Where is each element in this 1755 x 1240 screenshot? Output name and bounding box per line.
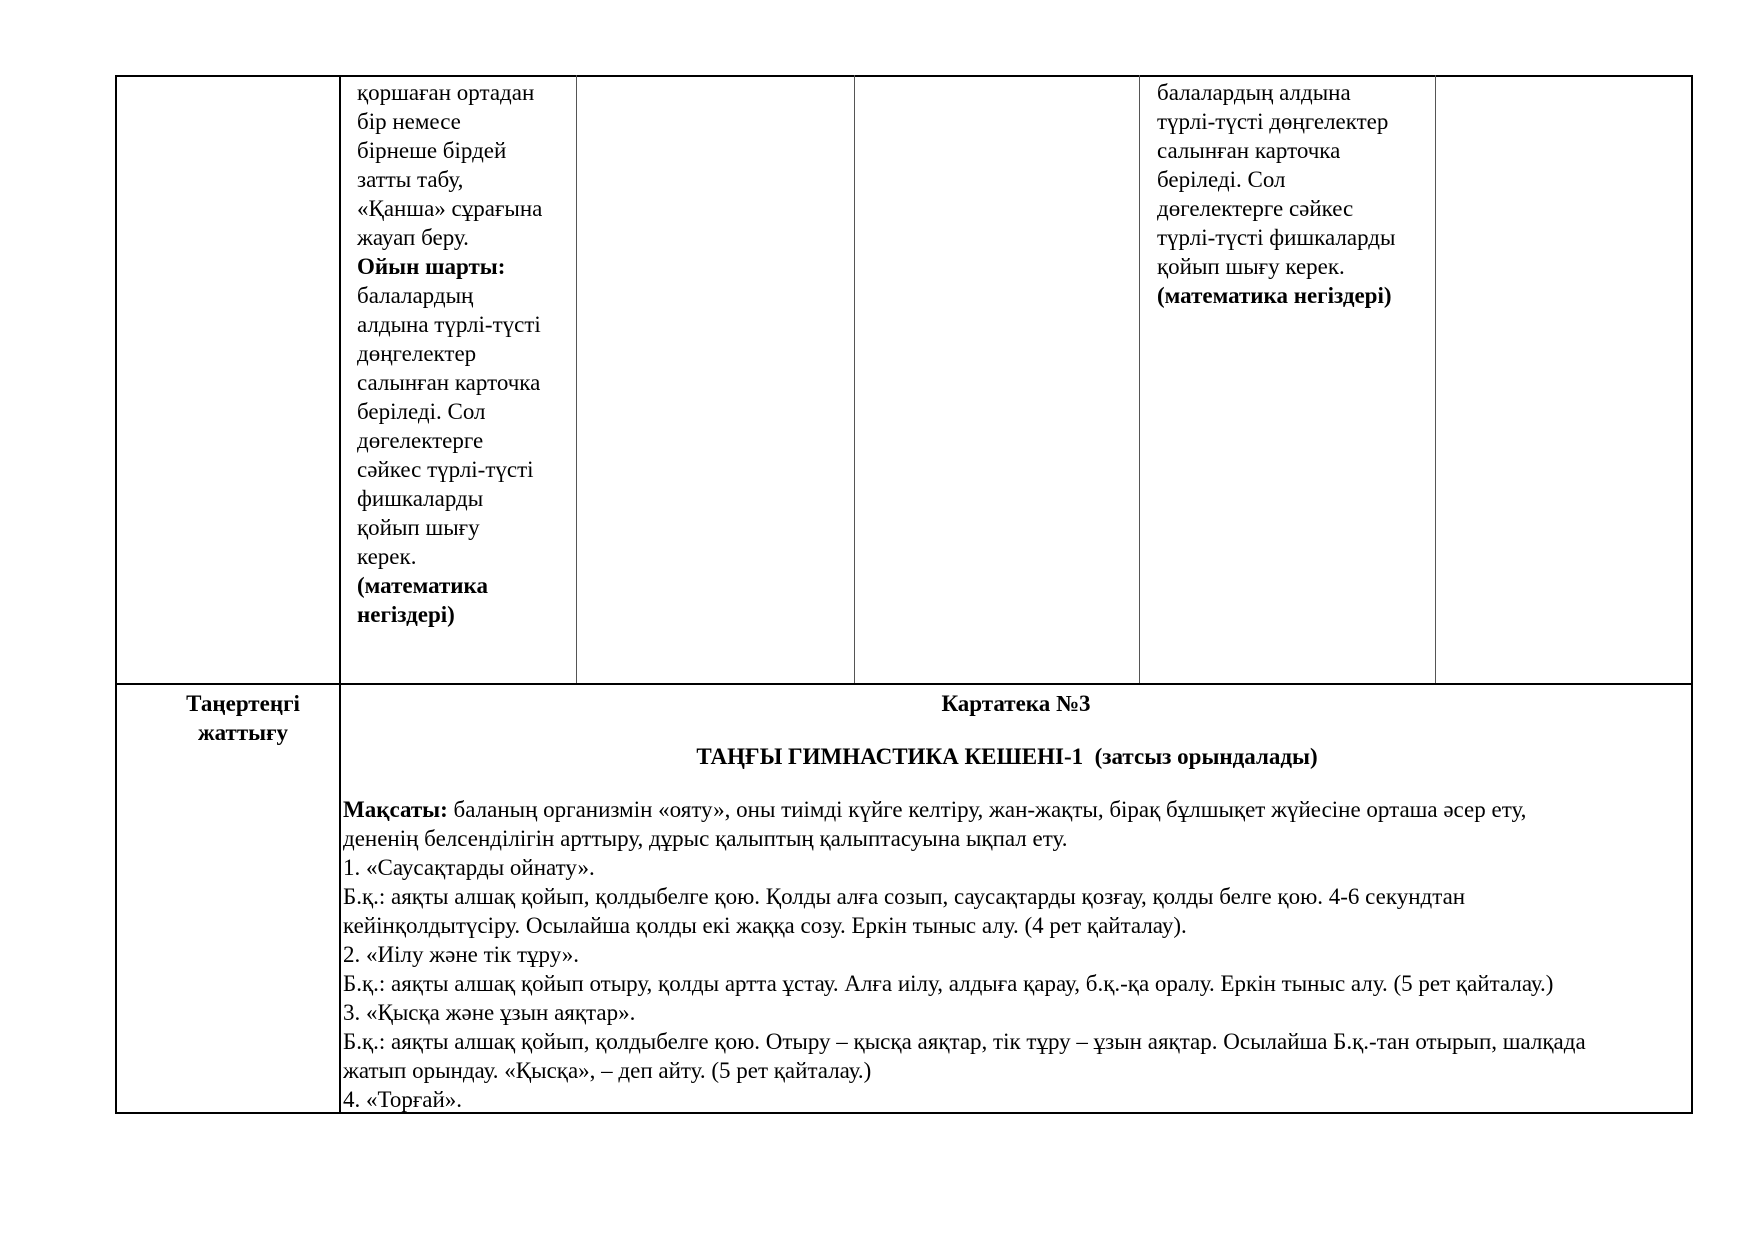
description-line: қойып шығу керек. xyxy=(1157,254,1345,279)
description-line: түрлі-түсті дөңгелектер xyxy=(1157,109,1389,134)
label-line: жаттығу xyxy=(197,720,289,745)
complex-title: ТАҢҒЫ ГИМНАСТИКА КЕШЕНІ-1 (затсыз орындалады) xyxy=(696,744,1318,769)
exercise-line: кейінқолдытүсіру. Осылайша қолды екі жаққа созу. Еркін тыныс алу. (4 рет қайталау). xyxy=(343,913,1187,938)
description-line: беріледі. Сол xyxy=(1157,167,1286,192)
card-title: Картатека №3 xyxy=(941,691,1091,716)
description-line: балалардың алдына xyxy=(1157,80,1351,105)
exercise-line: 4. «Торғай». xyxy=(343,1087,463,1112)
exercise-line: Б.қ.: аяқты алшақ қойып отыру, қолды артта ұстау. Алға иілу, алдыға қарау, б.қ.-қа оралу. Еркін тыныс алу. (5 рет қайталау.) xyxy=(343,971,1554,996)
rules-line: беріледі. Сол xyxy=(357,399,486,424)
morning-exercise-label xyxy=(125,689,361,747)
exercise-line: 3. «Қысқа және ұзын аяқтар». xyxy=(343,1000,636,1025)
game-rules-title: Ойын шарты: xyxy=(357,254,506,279)
rules-line: фишкаларды xyxy=(357,486,484,511)
intro-line: қоршаған ортадан xyxy=(357,80,535,105)
col-divider-4 xyxy=(1139,75,1140,683)
exercise-line: Б.қ.: аяқты алшақ қойып, қолдыбелге қою. Қолды алға созып, саусақтарды қозғау, қолды белге қою. 4-6 секундтан xyxy=(343,884,1466,909)
intro-line: «Қанша» сұрағына xyxy=(357,196,543,221)
rules-line: керек. xyxy=(357,544,417,569)
exercise-line: Б.қ.: аяқты алшақ қойып, қолдыбелге қою. Отыру – қысқа аяқтар, тік тұру – ұзын аяқтар. Осылайша Б.қ.-тан отырып, шалқада xyxy=(343,1029,1586,1054)
description-line: дөгелектерге сәйкес xyxy=(1157,196,1354,221)
goal-text-continued: дененің белсенділігін арттыру, дұрыс қалыптың қалыптасуына ықпал ету. xyxy=(343,826,1068,851)
goal-label: Мақсаты: xyxy=(343,797,448,822)
game-description-cell-2 xyxy=(1157,78,1432,310)
subject-line: (математика xyxy=(357,573,488,598)
intro-line: жауап беру. xyxy=(357,225,469,250)
intro-line: бір немесе xyxy=(357,109,461,134)
description-line: салынған карточка xyxy=(1157,138,1341,163)
rules-line: дөгелектерге xyxy=(357,428,484,453)
rules-line: алдына түрлі-түсті xyxy=(357,312,541,337)
subject-line: негіздері) xyxy=(357,602,455,627)
rules-line: салынған карточка xyxy=(357,370,541,395)
game-description-cell xyxy=(357,78,575,629)
intro-line: затты табу, xyxy=(357,167,464,192)
rules-line: балалардың xyxy=(357,283,474,308)
exercise-line: жатып орындау. «Қысқа», – деп айту. (5 рет қайталау.) xyxy=(343,1058,872,1083)
subject-line: (математика негіздері) xyxy=(1157,283,1392,308)
goal-text: баланың организмін «ояту», оны тиімді күйге келтіру, жан-жақты, бірақ бұлшықет жүйесіне орташа әсер ету, xyxy=(447,797,1527,822)
description-line: түрлі-түсті фишкаларды xyxy=(1157,225,1396,250)
intro-line: бірнеше бірдей xyxy=(357,138,507,163)
col-divider-1 xyxy=(339,75,341,1114)
exercise-content xyxy=(343,795,1691,1114)
label-line: Таңертеңгі xyxy=(186,691,300,716)
col-divider-5 xyxy=(1435,75,1436,683)
rules-line: қойып шығу xyxy=(357,515,480,540)
exercise-line: 1. «Саусақтарды ойнату». xyxy=(343,855,595,880)
rules-line: сәйкес түрлі-түсті xyxy=(357,457,534,482)
row-divider xyxy=(115,683,1693,685)
col-divider-3 xyxy=(854,75,855,683)
col-divider-2 xyxy=(576,75,577,683)
exercise-line: 2. «Иілу және тік тұру». xyxy=(343,942,580,967)
rules-line: дөңгелектер xyxy=(357,341,477,366)
